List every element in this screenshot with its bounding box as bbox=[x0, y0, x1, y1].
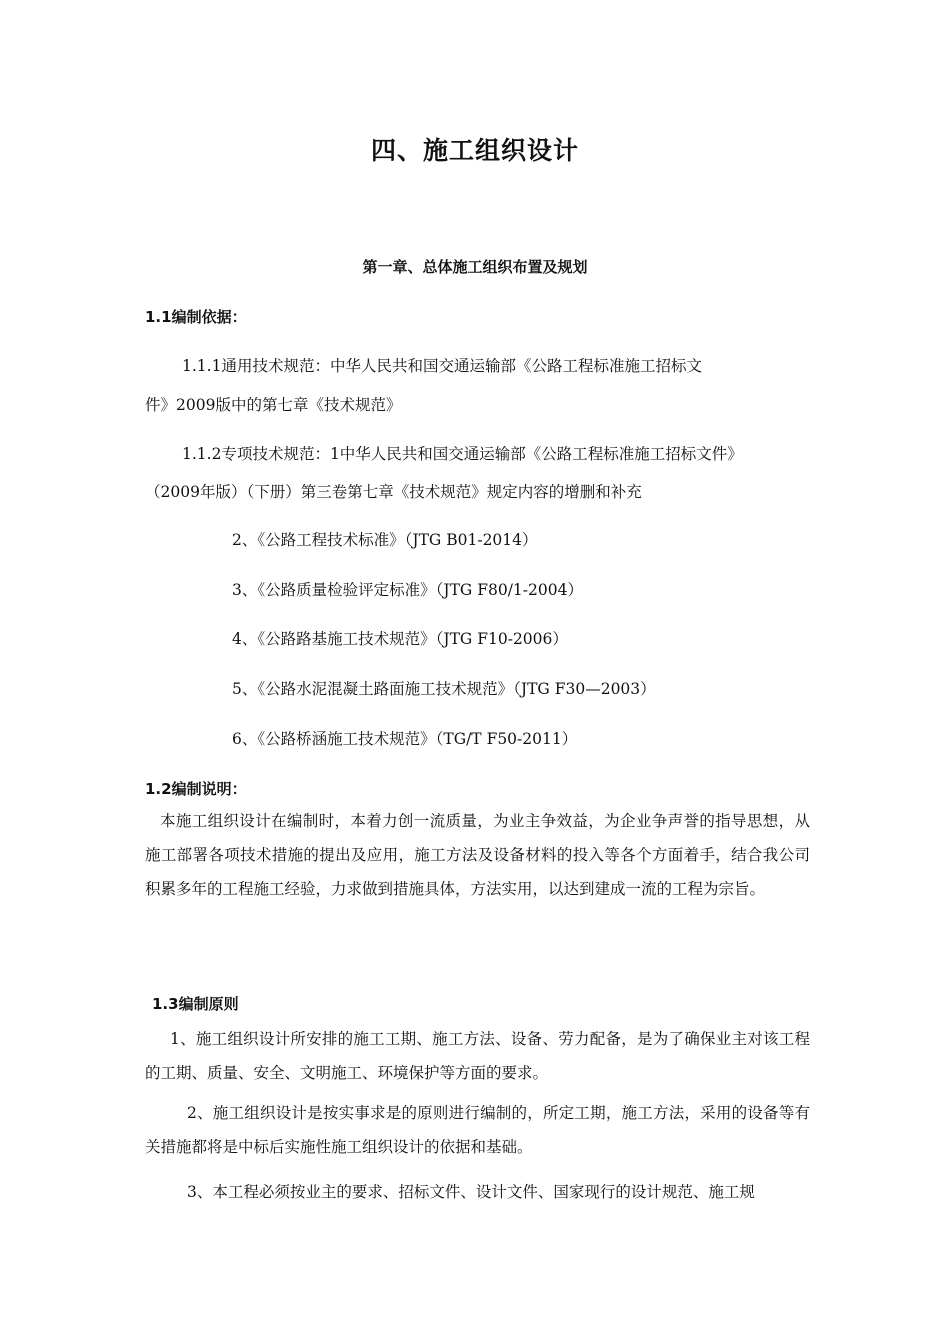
principle-3-paragraph: 3、本工程必须按业主的要求、招标文件、设计文件、国家现行的设计规范、施工规 bbox=[187, 1183, 755, 1201]
section-heading-1-3: 1.3编制原则 bbox=[152, 995, 239, 1013]
standard-list-item: 4、《公路路基施工技术规范》（JTG F10-2006） bbox=[232, 630, 568, 648]
principle-1-paragraph: 1、施工组织设计所安排的施工工期、施工方法、设备、劳力配备，是为了确保业主对该工程的工期、质量、安全、文明施工、环境保护等方面的要求。 bbox=[145, 1030, 810, 1082]
principle-2-paragraph: 2、施工组织设计是按实事求是的原则进行编制的，所定工期，施工方法，采用的设备等有关措施都将是中标后实施性施工组织设计的依据和基础。 bbox=[145, 1104, 810, 1156]
section-heading-1-1: 1.1编制依据： bbox=[145, 308, 247, 326]
clause-1-1-1-line-1: 1.1.1通用技术规范：中华人民共和国交通运输部《公路工程标准施工招标文 bbox=[182, 357, 702, 375]
clause-1-1-1-line-2: 件》2009版中的第七章《技术规范》 bbox=[145, 396, 402, 414]
standard-list-item: 3、《公路质量检验评定标准》（JTG F80/1-2004） bbox=[232, 581, 583, 599]
document-title: 四、施工组织设计 bbox=[370, 136, 579, 165]
clause-1-1-2-line-2: （2009年版）（下册）第三卷第七章《技术规范》规定内容的增删和补充 bbox=[145, 483, 642, 501]
standard-list-item: 2、《公路工程技术标准》（JTG B01-2014） bbox=[232, 531, 538, 549]
clause-1-1-2-line-1: 1.1.2专项技术规范：1中华人民共和国交通运输部《公路工程标准施工招标文件》 bbox=[182, 445, 743, 463]
standard-list-item: 6、《公路桥涵施工技术规范》（TG/T F50-2011） bbox=[232, 730, 578, 748]
standard-list-item: 5、《公路水泥混凝土路面施工技术规范》（JTG F30—2003） bbox=[232, 680, 656, 698]
chapter-heading: 第一章、总体施工组织布置及规划 bbox=[362, 258, 588, 276]
section-heading-1-2: 1.2编制说明： bbox=[145, 780, 247, 798]
section-1-2-paragraph: 本施工组织设计在编制时，本着力创一流质量，为业主争效益，为企业争声誉的指导思想，从施工部署各项技术措施的提出及应用，施工方法及设备材料的投入等各个方面着手，结合我公司积累多年的工程施工经验，力求做到措施具体，方法实用，以达到建成一流的工程为宗旨。 bbox=[145, 812, 810, 898]
